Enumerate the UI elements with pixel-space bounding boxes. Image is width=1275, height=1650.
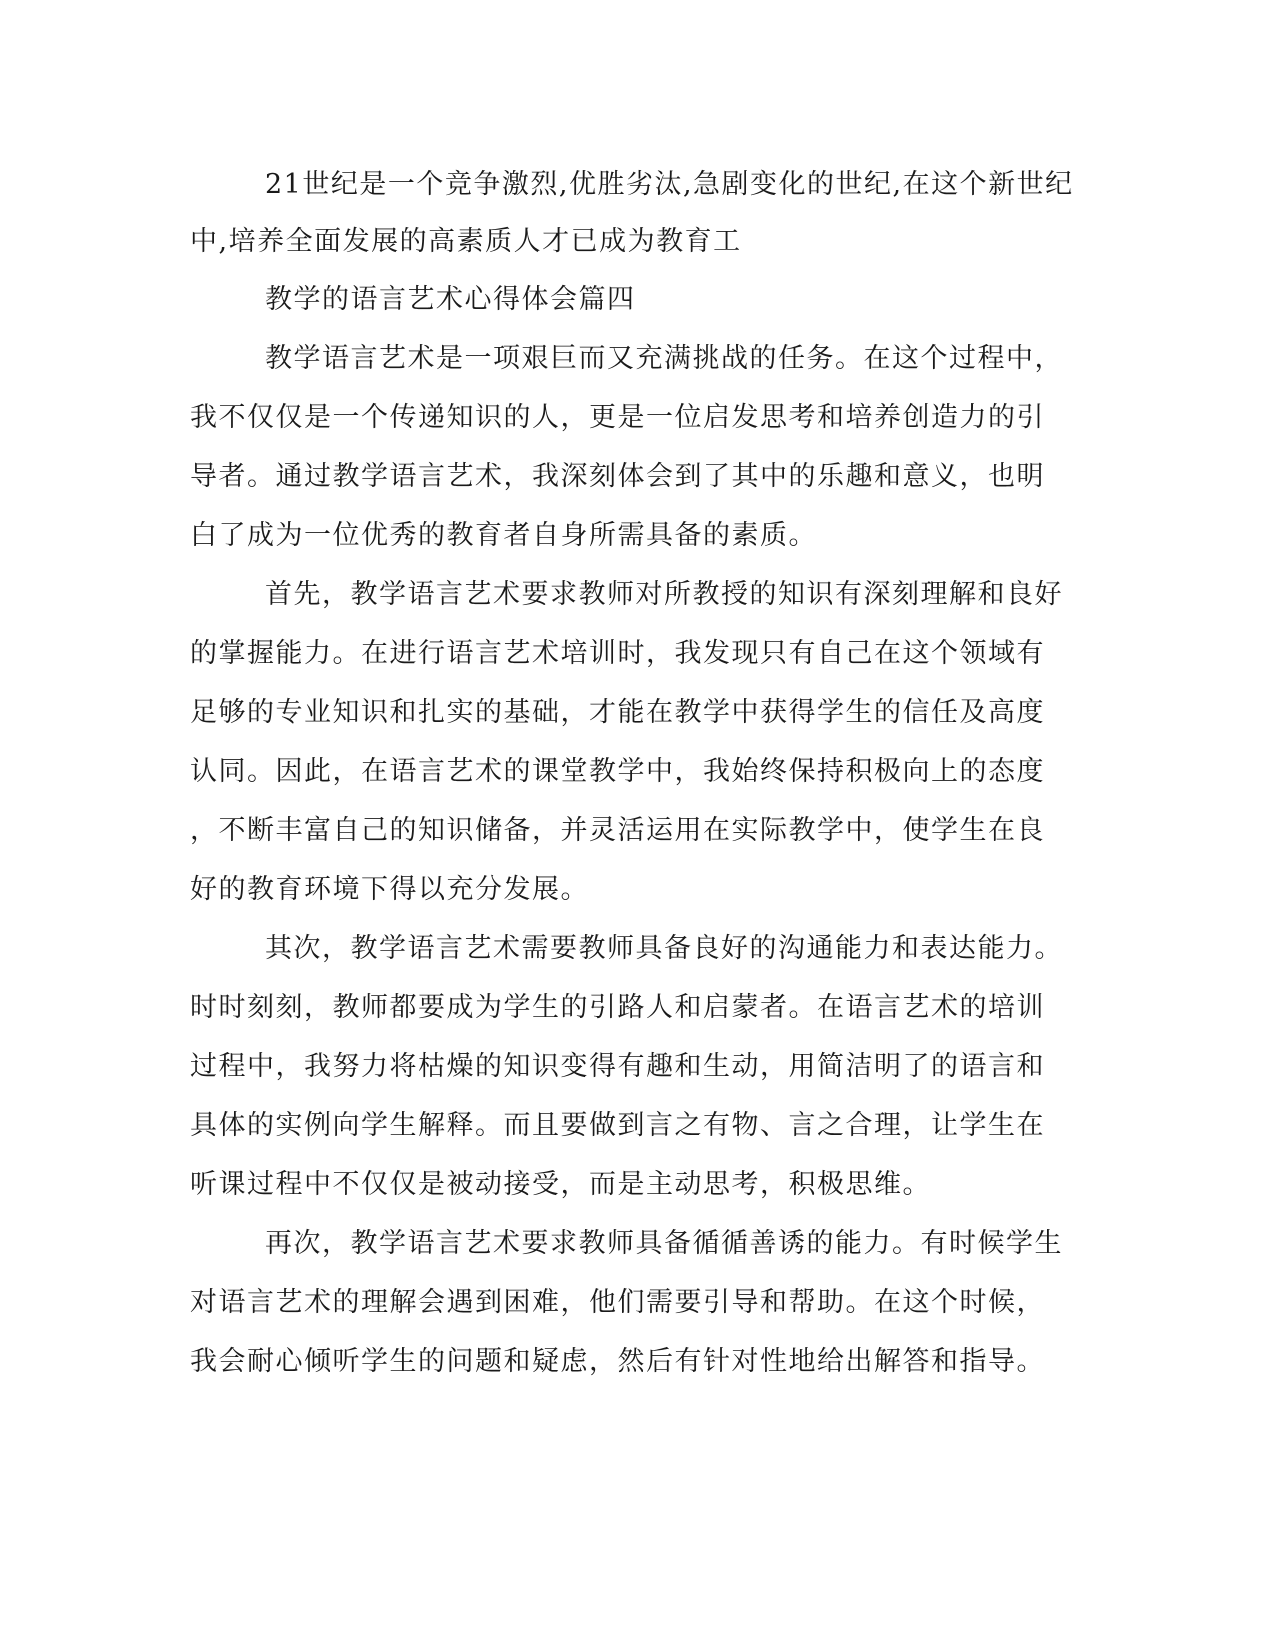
paragraph-3-line-2: 时时刻刻，教师都要成为学生的引路人和启蒙者。在语言艺术的培训 xyxy=(190,992,1045,1023)
paragraph-2-line-5: ，不断丰富自己的知识储备，并灵活运用在实际教学中，使学生在良 xyxy=(190,815,1045,846)
paragraph-1-line-3: 导者。通过教学语言艺术，我深刻体会到了其中的乐趣和意义，也明 xyxy=(190,461,1045,492)
paragraph-1-line-1: 教学语言艺术是一项艰巨而又充满挑战的任务。在这个过程中， xyxy=(265,343,1063,374)
paragraph-3-line-5: 听课过程中不仅仅是被动接受，而是主动思考，积极思维。 xyxy=(190,1169,931,1200)
paragraph-2-line-6: 好的教育环境下得以充分发展。 xyxy=(190,874,589,905)
paragraph-3-line-1: 其次，教学语言艺术需要教师具备良好的沟通能力和表达能力。 xyxy=(265,933,1063,964)
paragraph-3-line-3: 过程中，我努力将枯燥的知识变得有趣和生动，用简洁明了的语言和 xyxy=(190,1051,1045,1082)
paragraph-3-line-4: 具体的实例向学生解释。而且要做到言之有物、言之合理，让学生在 xyxy=(190,1110,1045,1141)
paragraph-4-line-1: 再次，教学语言艺术要求教师具备循循善诱的能力。有时候学生 xyxy=(265,1228,1063,1259)
paragraph-2-line-2: 的掌握能力。在进行语言艺术培训时，我发现只有自己在这个领域有 xyxy=(190,638,1045,669)
paragraph-4-line-3: 我会耐心倾听学生的问题和疑虑，然后有针对性地给出解答和指导。 xyxy=(190,1346,1045,1377)
paragraph-1-line-4: 白了成为一位优秀的教育者自身所需具备的素质。 xyxy=(190,520,817,551)
section-heading: 教学的语言艺术心得体会篇四 xyxy=(265,284,636,315)
paragraph-intro-line-1: 21世纪是一个竞争激烈,优胜劣汰,急剧变化的世纪,在这个新世纪 xyxy=(265,169,1074,200)
paragraph-1-line-2: 我不仅仅是一个传递知识的人，更是一位启发思考和培养创造力的引 xyxy=(190,402,1045,433)
paragraph-2-line-4: 认同。因此，在语言艺术的课堂教学中，我始终保持积极向上的态度 xyxy=(190,756,1045,787)
paragraph-4-line-2: 对语言艺术的理解会遇到困难，他们需要引导和帮助。在这个时候， xyxy=(190,1287,1045,1318)
paragraph-2-line-3: 足够的专业知识和扎实的基础，才能在教学中获得学生的信任及高度 xyxy=(190,697,1045,728)
paragraph-2-line-1: 首先，教学语言艺术要求教师对所教授的知识有深刻理解和良好 xyxy=(265,579,1063,610)
paragraph-intro-line-2: 中,培养全面发展的高素质人才已成为教育工 xyxy=(190,226,742,257)
